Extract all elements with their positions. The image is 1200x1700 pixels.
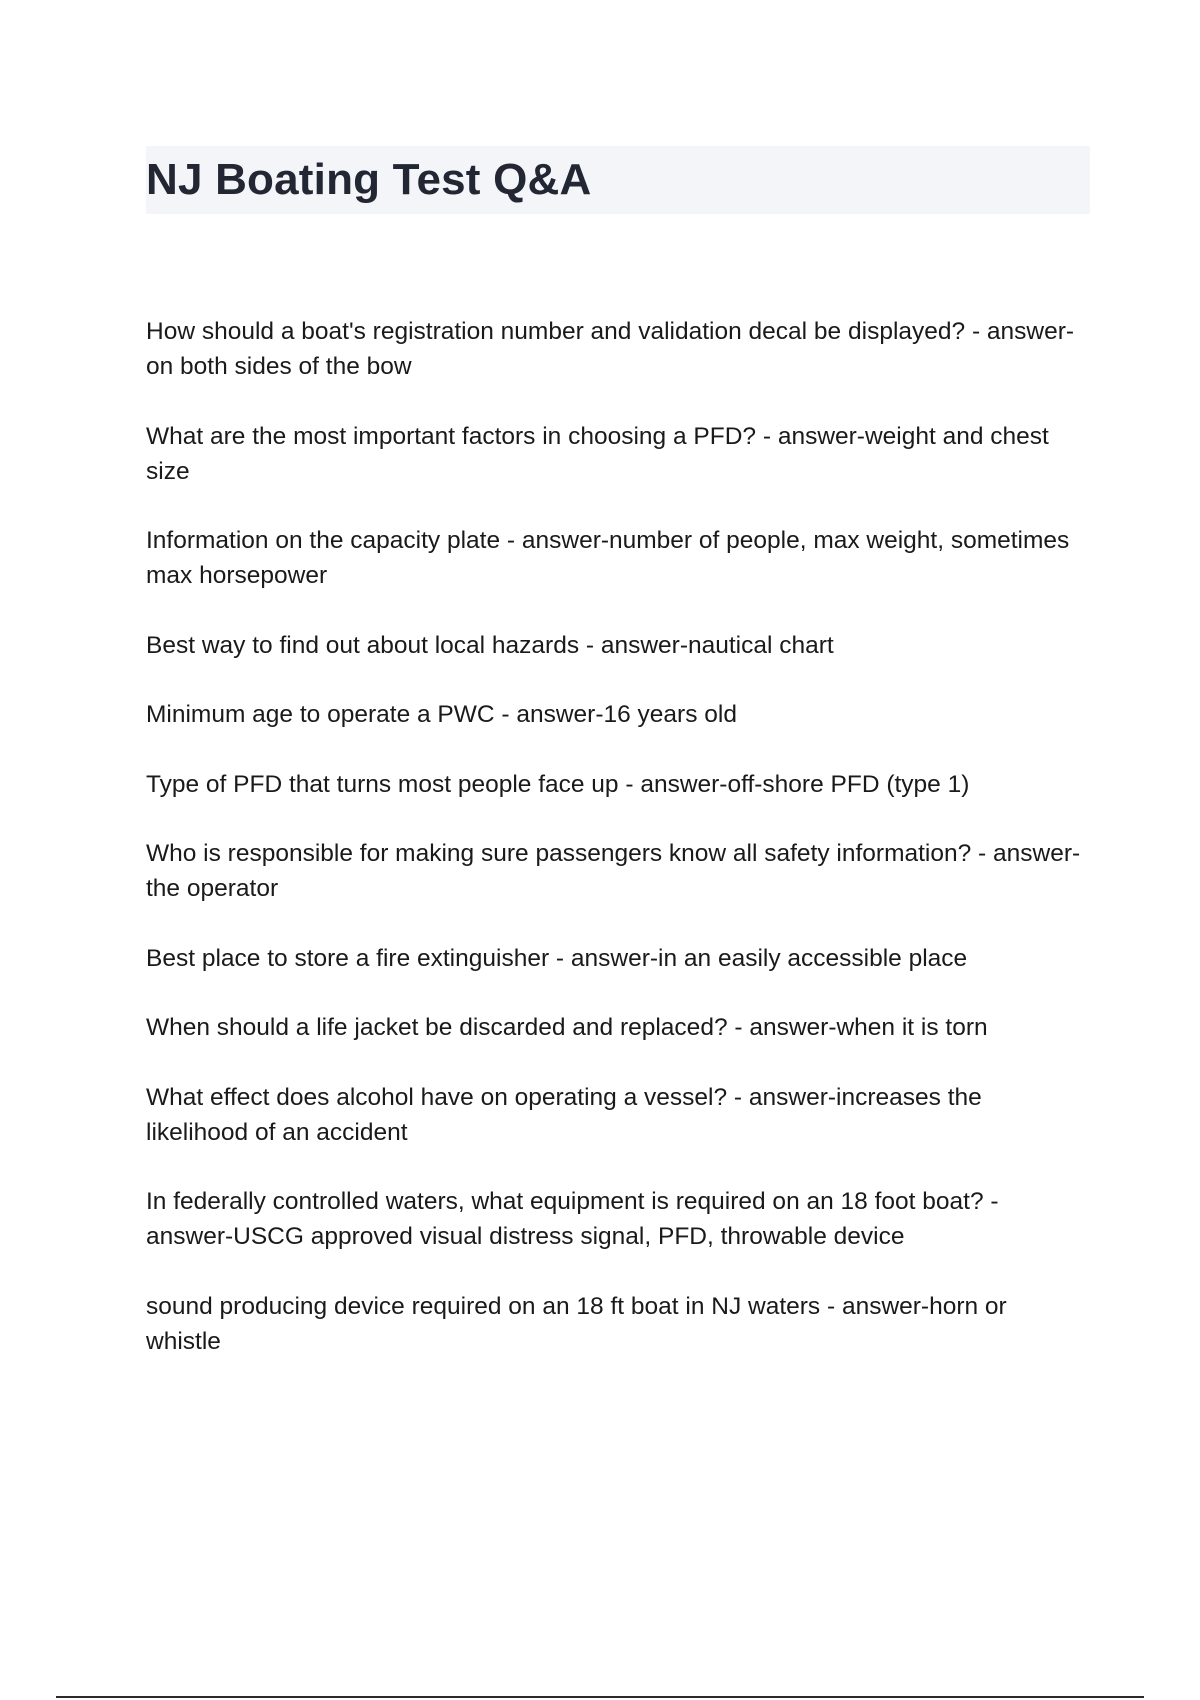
qa-item: What are the most important factors in choosing a PFD? - answer-weight and chest size (146, 422, 1049, 485)
qa-item: How should a boat's registration number and validation decal be displayed? - answer-on both sides of the bow (146, 318, 1075, 380)
qa-item: Type of PFD that turns most people face up - answer-off-shore PFD (type 1) (146, 770, 970, 798)
qa-item: Minimum age to operate a PWC - answer-16 years old (146, 701, 737, 728)
qa-list (146, 314, 1086, 1393)
qa-item: Best way to find out about local hazards - answer-nautical chart (146, 631, 834, 659)
qa-item: Best place to store a fire extinguisher - answer-in an easily accessible place (146, 944, 968, 972)
qa-item: Who is responsible for making sure passengers know all safety information? - answer-the operator (146, 840, 1081, 902)
qa-item: Information on the capacity plate - answer-number of people, max weight, sometimes max horsepower (146, 527, 1070, 589)
qa-item: What effect does alcohol have on operating a vessel? - answer-increases the likelihood of an accident (146, 1083, 982, 1146)
title-banner (146, 146, 1090, 214)
document-title: NJ Boating Test Q&A (146, 155, 592, 204)
footer-divider (56, 1696, 1144, 1698)
qa-item: sound producing device required on an 18 ft boat in NJ waters - answer-horn or whistle (146, 1292, 1007, 1355)
qa-item: When should a life jacket be discarded and replaced? - answer-when it is torn (146, 1014, 988, 1041)
qa-item: In federally controlled waters, what equipment is required on an 18 foot boat? - answer-USCG approved visual distress signal, PFD, throwable device (146, 1188, 999, 1250)
